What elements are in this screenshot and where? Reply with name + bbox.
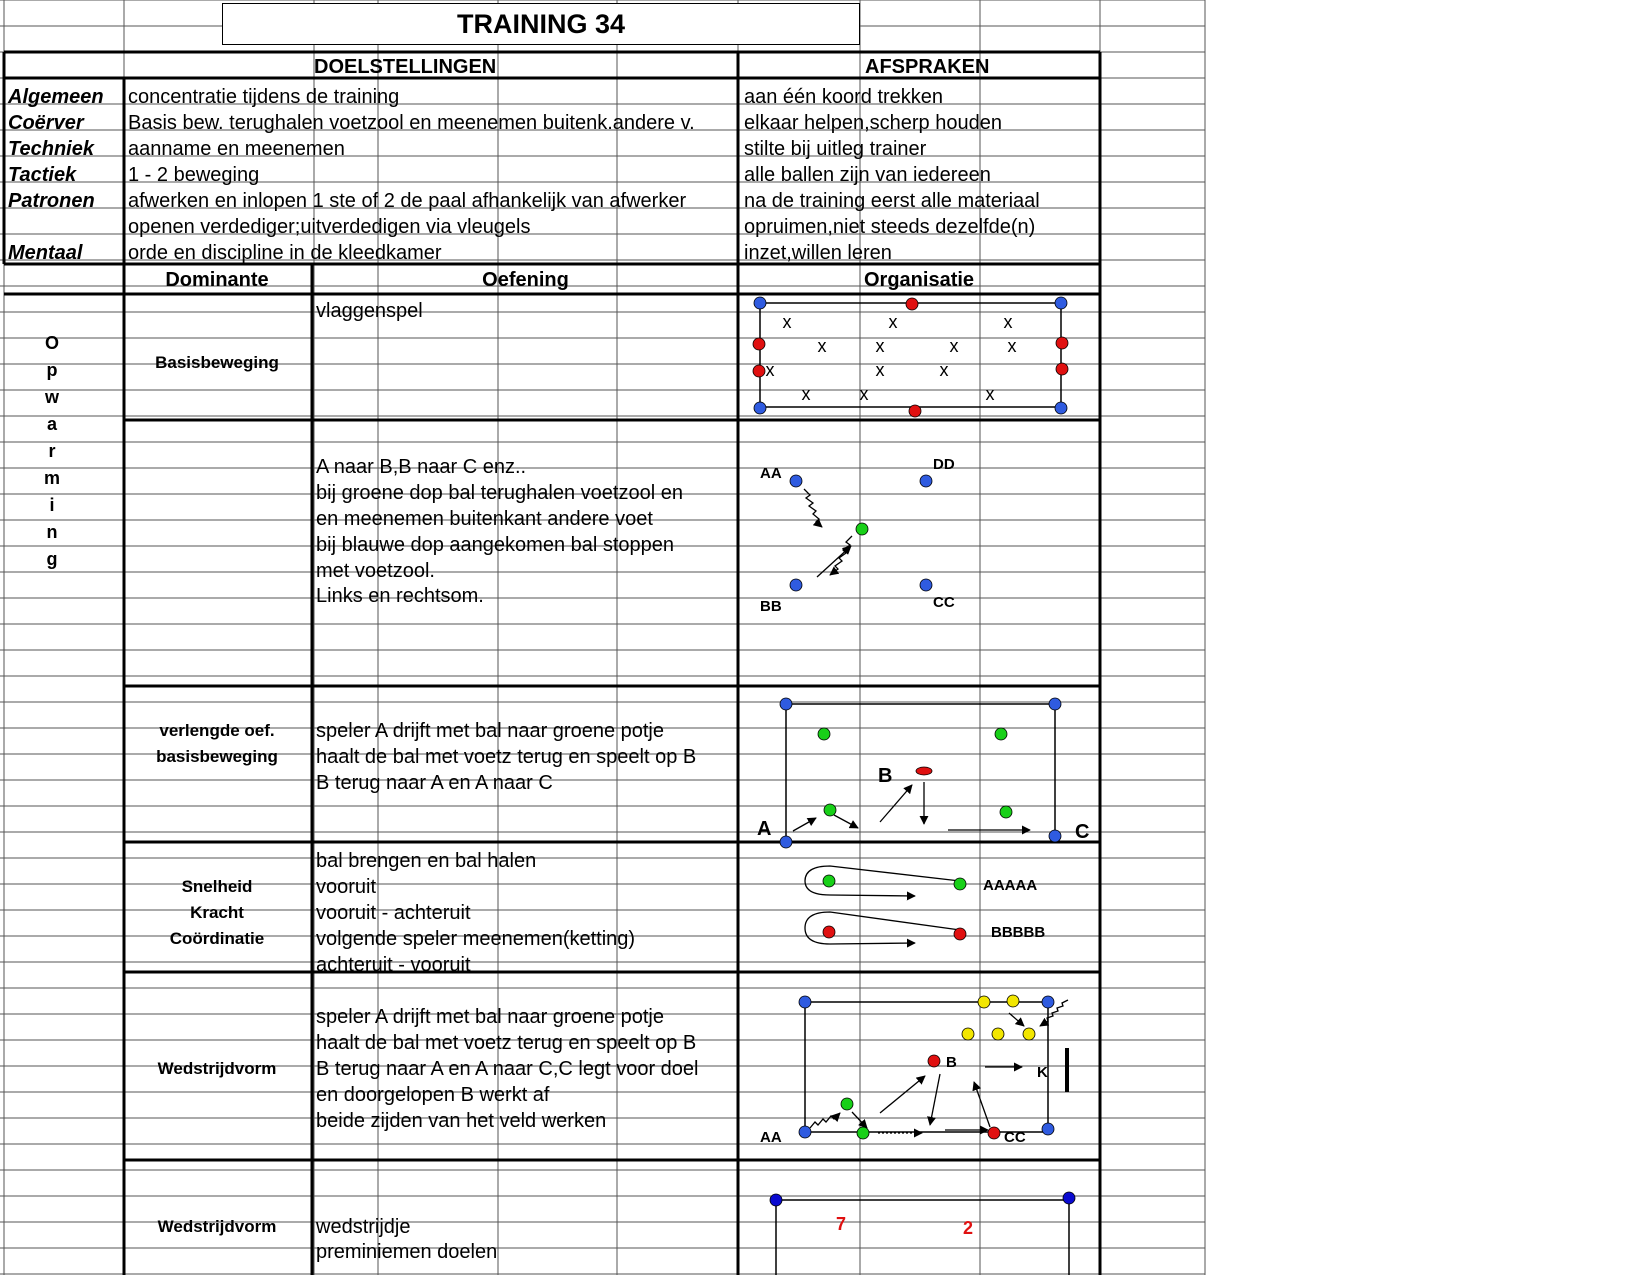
green-cone <box>841 1098 853 1110</box>
goal-doel-algemeen: concentratie tijdens de training <box>128 86 400 108</box>
warmup-letter: w <box>44 387 59 407</box>
move-arrow <box>930 1074 940 1125</box>
oefening-text: met voetzool. <box>316 560 435 582</box>
label-k: K <box>1037 1064 1048 1081</box>
oefening-text: vooruit - achteruit <box>316 902 471 924</box>
warmup-letter: n <box>46 522 58 542</box>
diagram-verlengde-oef <box>757 698 1089 848</box>
label-b: B <box>946 1054 957 1071</box>
goal-label-mentaal: Mentaal <box>8 242 83 264</box>
player-x: x <box>949 336 959 356</box>
warmup-letter: m <box>43 468 60 488</box>
label-a: A <box>757 818 772 840</box>
green-cone <box>1000 806 1012 818</box>
red-cone <box>916 767 932 775</box>
goal-afspraak-4: alle ballen zijn van iedereen <box>744 164 991 186</box>
team-number-1: 7 <box>836 1214 847 1234</box>
player-x: x <box>801 384 811 404</box>
warmup-letter: r <box>48 441 56 461</box>
yellow-cone <box>962 1028 974 1040</box>
goal-label-coerver: Coërver <box>8 112 84 134</box>
oefening-text: speler A drijft met bal naar groene potje <box>316 1006 664 1028</box>
red-cone <box>1056 363 1068 375</box>
goal-doel-tactiek: 1 - 2 beweging <box>128 164 260 186</box>
oefening-text: vooruit <box>316 876 377 898</box>
dominante-text: basisbeweging <box>156 747 278 766</box>
blue-cone <box>790 579 802 591</box>
goal-afspraak-3: stilte bij uitleg trainer <box>744 138 927 160</box>
team-number-2: 2 <box>963 1218 974 1238</box>
header-dominante: Dominante <box>165 269 269 291</box>
goal-afspraak-5: na de training eerst alle materiaal <box>744 190 1040 212</box>
dribble-arrow <box>804 489 822 527</box>
oefening-text: en meenemen buitenkant andere voet <box>316 508 653 530</box>
move-arrow <box>1009 1013 1024 1026</box>
oefening-text: volgende speler meenemen(ketting) <box>316 928 636 950</box>
label-cc: CC <box>933 594 955 611</box>
dribble-arrow <box>810 1113 840 1128</box>
red-cone <box>928 1055 940 1067</box>
oefening-text: bij blauwe dop aangekomen bal stoppen <box>316 534 675 556</box>
player-x: x <box>859 384 869 404</box>
oefening-text: A naar B,B naar C enz.. <box>316 456 527 478</box>
player-x: x <box>782 312 792 332</box>
goal-doel-techniek: aanname en meenemen <box>128 138 345 160</box>
goal-afspraak-6: opruimen,niet steeds dezelfde(n) <box>744 216 1036 238</box>
red-cone <box>906 298 918 310</box>
yellow-cone <box>978 996 990 1008</box>
player-x: x <box>985 384 995 404</box>
blue-cone <box>1042 1123 1054 1135</box>
goal-label-tactiek: Tactiek <box>8 164 77 186</box>
header-oefening: Oefening <box>482 269 569 291</box>
red-cone <box>753 365 765 377</box>
warmup-letter: O <box>44 333 59 353</box>
pass-arrow <box>974 1082 990 1127</box>
goal-label-algemeen: Algemeen <box>8 86 104 108</box>
warmup-letter: g <box>46 549 58 569</box>
player-x: x <box>1003 312 1013 332</box>
warmup-letter: i <box>49 495 55 515</box>
red-cone <box>1056 337 1068 349</box>
green-cone <box>823 875 835 887</box>
goal-afspraak-1: aan één koord trekken <box>744 86 944 108</box>
move-arrow <box>852 1112 867 1128</box>
yellow-cone <box>992 1028 1004 1040</box>
label-dd: DD <box>933 456 955 473</box>
label-cc: CC <box>1004 1129 1026 1146</box>
label-bb: BB <box>760 598 782 615</box>
dominante-text: verlengde oef. <box>159 721 275 740</box>
dominante-text: Wedstrijdvorm <box>157 1217 277 1236</box>
blue-cone <box>1049 830 1061 842</box>
blue-cone <box>1055 402 1067 414</box>
player-x: x <box>765 360 775 380</box>
goal-doel-patronen: afwerken en inlopen 1 ste of 2 de paal afhankelijk van afwerker <box>128 190 687 212</box>
player-x: x <box>875 336 885 356</box>
player-x: x <box>939 360 949 380</box>
dominante-text: Snelheid <box>181 877 253 896</box>
red-cone <box>988 1127 1000 1139</box>
diagram-wedstrijdje <box>770 1192 1075 1275</box>
goal-doel-mentaal: orde en discipline in de kleedkamer <box>128 242 442 264</box>
label-aa: AA <box>760 465 782 482</box>
dribble-arrow <box>793 818 816 831</box>
goal-label-patronen: Patronen <box>8 190 95 212</box>
diagram-snelheid <box>805 866 1045 944</box>
green-cone <box>856 523 868 535</box>
oefening-text: haalt de bal met voetz terug en speelt op B <box>316 1032 697 1054</box>
dominante-text: Kracht <box>190 903 244 922</box>
dark-blue-cone <box>770 1194 782 1206</box>
header-organisatie: Organisatie <box>864 269 975 291</box>
blue-cone <box>1049 698 1061 710</box>
oefening-text: speler A drijft met bal naar groene potje <box>316 720 664 742</box>
page-title: TRAINING 34 <box>222 3 860 45</box>
green-cone <box>857 1127 869 1139</box>
blue-cone <box>754 297 766 309</box>
red-cone <box>823 926 835 938</box>
warmup-letter: p <box>46 360 58 380</box>
oefening-text: beide zijden van het veld werken <box>316 1110 607 1132</box>
label-c: C <box>1075 821 1090 843</box>
diagram-basisbeweging <box>760 456 955 615</box>
blue-cone <box>920 475 932 487</box>
goal-afspraak-2: elkaar helpen,scherp houden <box>744 112 1002 134</box>
oefening-text: B terug naar A en A naar C <box>316 772 553 794</box>
label-b: B <box>878 765 893 787</box>
oefening-text: bal brengen en bal halen <box>316 850 537 872</box>
green-cone <box>954 878 966 890</box>
red-cone <box>909 405 921 417</box>
blue-cone <box>790 475 802 487</box>
diagram-vlaggenspel <box>753 297 1068 417</box>
oefening-text: preminiemen doelen <box>316 1241 498 1263</box>
blue-cone <box>799 1126 811 1138</box>
red-cone <box>954 928 966 940</box>
player-x: x <box>1007 336 1017 356</box>
header-afspraken: AFSPRAKEN <box>865 56 990 78</box>
green-cone <box>995 728 1007 740</box>
blue-cone <box>1055 297 1067 309</box>
label-row-a: AAAAA <box>983 877 1038 894</box>
pass-arrow <box>880 1076 925 1113</box>
green-cone <box>824 804 836 816</box>
blue-cone <box>780 698 792 710</box>
dominante-text: Coördinatie <box>169 929 265 948</box>
header-doelstellingen: DOELSTELLINGEN <box>314 56 497 78</box>
player-x: x <box>888 312 898 332</box>
label-row-b: BBBBB <box>991 924 1046 941</box>
blue-cone <box>754 402 766 414</box>
pass-arrow <box>880 785 912 822</box>
dark-blue-cone <box>1063 1192 1075 1204</box>
oefening-text: vlaggenspel <box>316 300 423 322</box>
blue-cone <box>780 836 792 848</box>
label-aa: AA <box>760 1129 782 1146</box>
oefening-text: bij groene dop bal terughalen voetzool en <box>316 482 683 504</box>
oefening-text: wedstrijdje <box>316 1216 411 1238</box>
goal-afspraak-7: inzet,willen leren <box>744 242 892 264</box>
goal-doel-coerver: Basis bew. terughalen voetzool en meenemen buitenk.andere v. <box>128 112 695 134</box>
dominante-text: Wedstrijdvorm <box>157 1059 277 1078</box>
oefening-text: achteruit - vooruit <box>316 954 471 976</box>
diagram-wedstrijdvorm <box>760 995 1068 1146</box>
player-x: x <box>817 336 827 356</box>
yellow-cone <box>1023 1028 1035 1040</box>
blue-cone <box>1042 996 1054 1008</box>
oefening-text: Links en rechtsom. <box>316 585 484 607</box>
oefening-text: en doorgelopen B werkt af <box>316 1084 550 1106</box>
blue-cone <box>799 996 811 1008</box>
move-arrow <box>834 815 858 828</box>
goal-doel-patronen-2: openen verdediger;uitverdedigen via vleugels <box>128 216 531 238</box>
player-x: x <box>875 360 885 380</box>
red-cone <box>753 338 765 350</box>
yellow-cone <box>1007 995 1019 1007</box>
green-cone <box>818 728 830 740</box>
dominante-text: Basisbeweging <box>155 353 279 372</box>
warmup-letter: a <box>46 414 57 434</box>
goal-label-techniek: Techniek <box>8 138 94 160</box>
oefening-text: B terug naar A en A naar C,C legt voor doel <box>316 1058 699 1080</box>
oefening-text: haalt de bal met voetz terug en speelt op B <box>316 746 697 768</box>
blue-cone <box>920 579 932 591</box>
